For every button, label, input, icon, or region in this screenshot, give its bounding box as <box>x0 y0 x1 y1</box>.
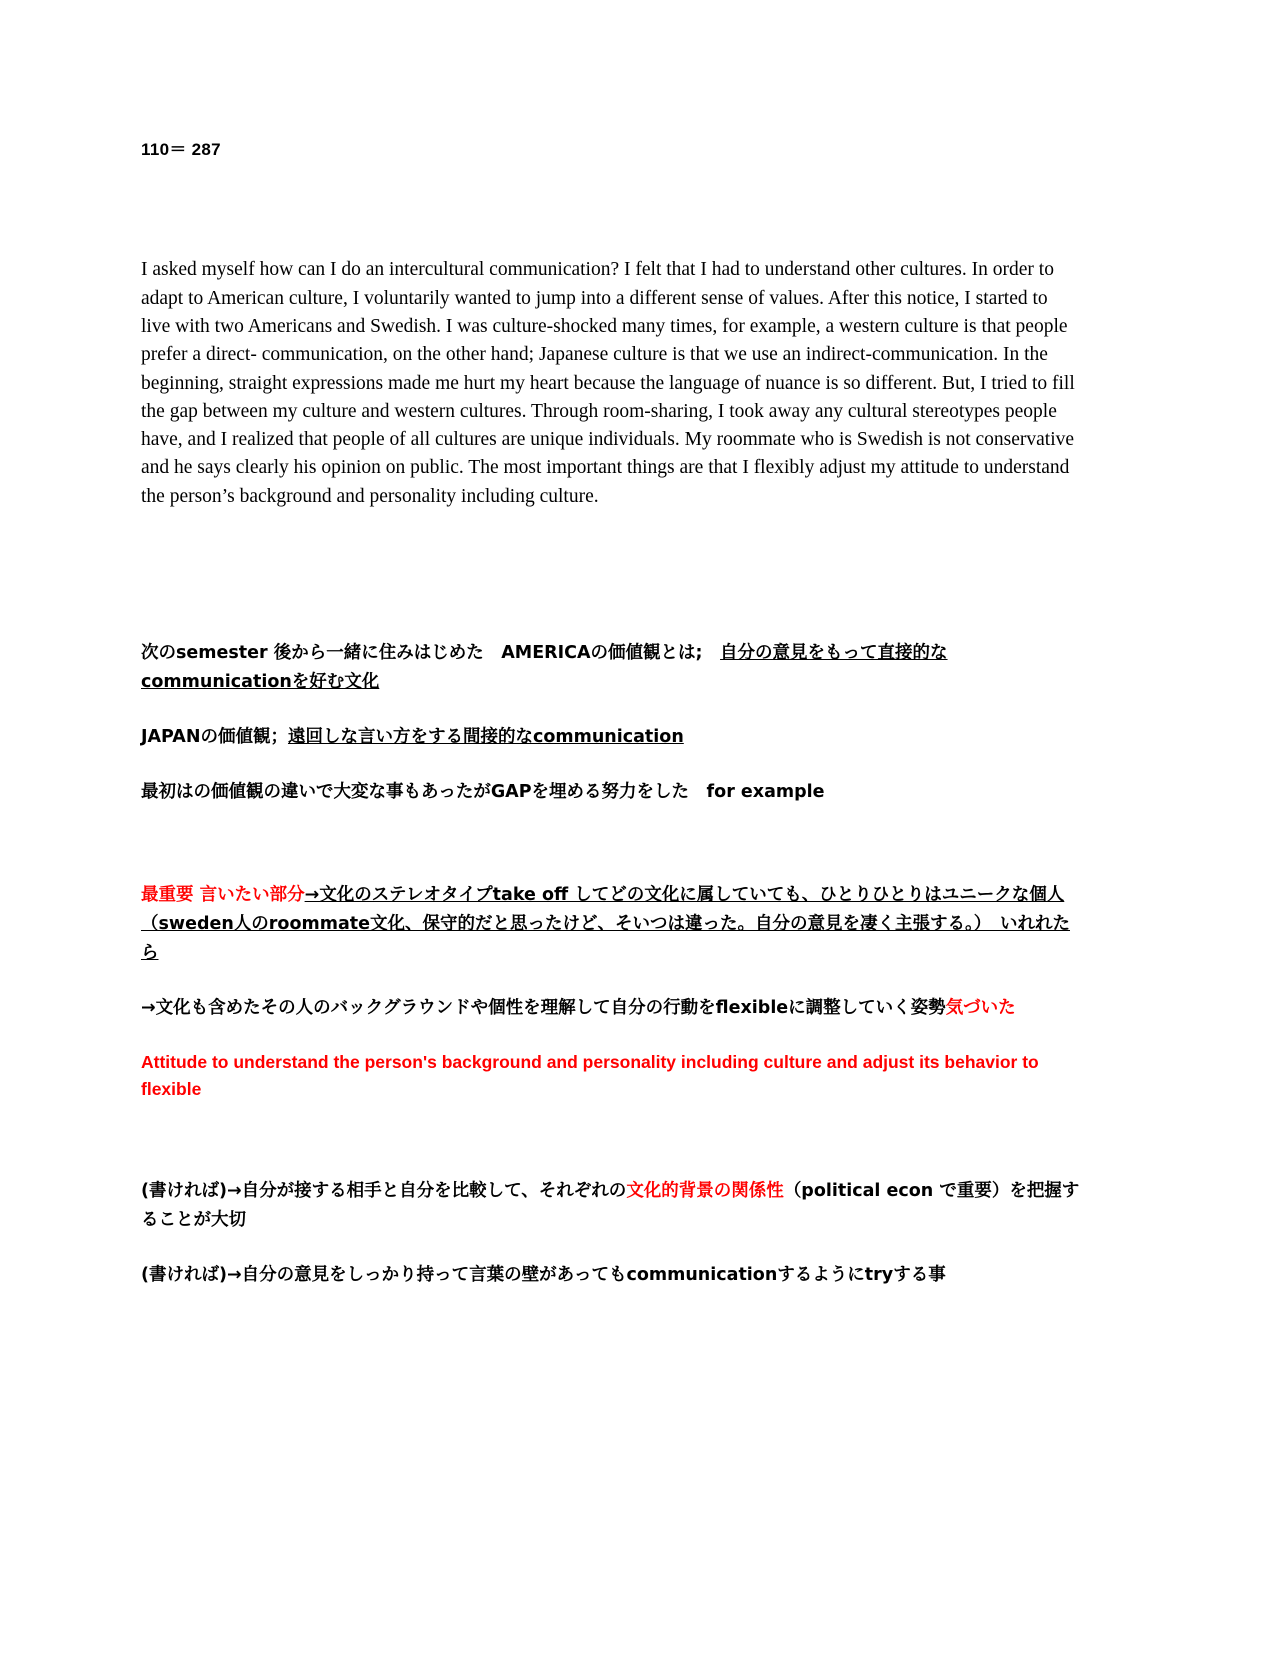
note-attitude-black: →文化も含めたその人のバックグラウンドや個性を理解して自分の行動をflexibleに調整していく姿勢 <box>141 998 946 1019</box>
note-optional-opinion: (書ければ)→自分の意見をしっかり持って言葉の壁があってもcommunicationするようにtryする事 <box>141 1265 946 1286</box>
note-optional-red-1: 文化的背景の関係性 <box>626 1181 784 1202</box>
note-attitude-red: 気づいた <box>945 998 1016 1019</box>
spacer-after-essay <box>141 511 1081 639</box>
note-optional-black-1: (書ければ)→自分が接する相手と自分を比較して、それぞれの <box>141 1181 627 1202</box>
note-most-important-body: →文化のステレオタイプtake off してどの文化に属していても、ひとりひとりはユニークな個人（sweden人のroommate文化、保守的だと思ったけど、そいつは違った。自分の意見を凄く主張する。） いれれたら <box>141 885 1070 964</box>
note-most-important <box>141 881 1081 968</box>
note-japan-values <box>141 723 1081 752</box>
spacer-before-most-important <box>141 807 1081 881</box>
note-japan-plain: JAPANの価値観； <box>141 727 288 748</box>
spacer-america-japan <box>141 697 1081 723</box>
note-optional-comparison <box>141 1177 1081 1235</box>
note-america-underlined: 自分の意見をもって直接的なcommunicationを好む文化 <box>141 643 948 693</box>
spacer-between-optionals <box>141 1235 1081 1261</box>
note-attitude-adjust <box>141 994 1081 1023</box>
page-header-wordcount: 110＝ 287 <box>141 140 221 159</box>
spacer-before-attitude-english <box>141 1023 1081 1049</box>
spacer-before-optional <box>141 1103 1081 1177</box>
note-most-important-label: 最重要 言いたい部分 <box>141 885 305 906</box>
note-optional-black-2: （political econ で重要）を把握することが大切 <box>141 1181 1080 1231</box>
note-gap-effort: 最初はの価値観の違いで大変な事もあったがGAPを埋める努力をした for example <box>141 782 825 803</box>
essay-paragraph: I asked myself how can I do an intercultural communication? I felt that I had to understand other cultures. In order to adapt to American culture, I voluntarily wanted to jump into a different sense of values. After this notice, I started to live with two Americans and Swedish. I was culture-shocked many times, for example, a western culture is that people prefer a direct- communication, on the other hand; Japanese culture is that we use an indirect-communication. In the beginning, straight expressions made me hurt my heart because the language of nuance is so different. But, I tried to fill the gap between my culture and western cultures. Through room-sharing, I took away any cultural stereotypes people have, and I realized that people of all cultures are unique individuals. My roommate who is Swedish is not conservative and he says clearly his opinion on public. The most important things are that I flexibly adjust my attitude to understand the person’s background and personality including culture. <box>141 259 1075 507</box>
note-america-values <box>141 639 1081 697</box>
spacer-before-attitude <box>141 968 1081 994</box>
document-content <box>141 0 1081 1290</box>
note-america-plain: 次のsemester 後から一緒に住みはじめた AMERICAの価値観とは; <box>141 643 721 664</box>
spacer-japan-gap <box>141 752 1081 778</box>
note-japan-underlined: 遠回しな言い方をする間接的なcommunication <box>287 727 684 748</box>
note-attitude-english: Attitude to understand the person's background and personality including culture and adjust its behavior to flexible <box>141 1052 1039 1100</box>
